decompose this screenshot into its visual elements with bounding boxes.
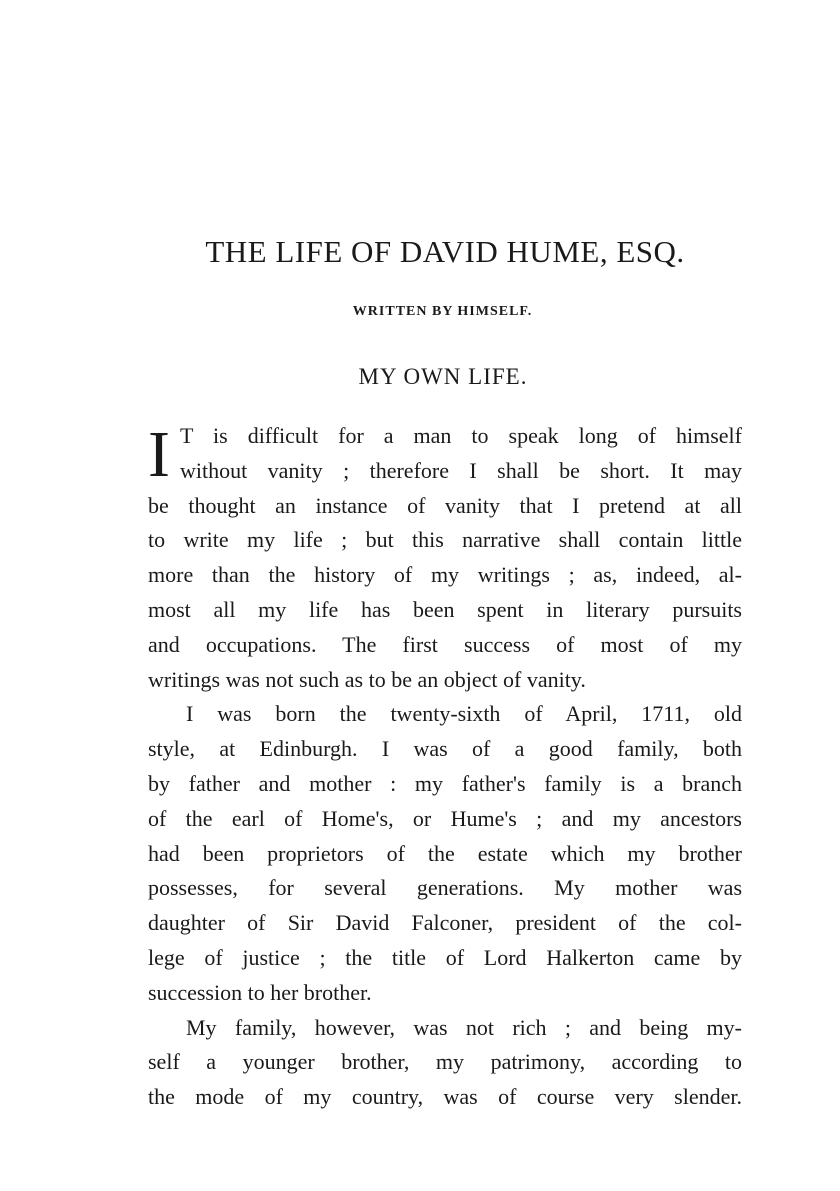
text-line: of the earl of Home's, or Hume's ; and my ancestors: [148, 805, 742, 831]
text-line: the mode of my country, was of course very slender.: [148, 1084, 742, 1110]
text-line: My family, however, was not rich ; and being my-: [186, 1014, 742, 1040]
page-subtitle: WRITTEN BY HIMSELF.: [352, 304, 533, 319]
text-line: to write my life ; but this narrative shall contain little: [148, 527, 742, 553]
body-text: [148, 419, 742, 1115]
text-line: more than the history of my writings ; as, indeed, al-: [148, 562, 742, 588]
text-line: T is difficult for a man to speak long of himself: [180, 423, 742, 448]
text-line: had been proprietors of the estate which my brother: [148, 840, 742, 866]
text-line: I was born the twenty-sixth of April, 1711, old: [186, 701, 742, 727]
text-line: most all my life has been spent in literary pursuits: [148, 596, 742, 622]
drop-cap: I: [148, 418, 170, 491]
text-line: possesses, for several generations. My mother was: [148, 875, 742, 901]
text-line: and occupations. The first success of most of my: [148, 631, 742, 657]
page-title: THE LIFE OF DAVID HUME, ESQ.: [205, 234, 685, 269]
text-line: writings was not such as to be an object of vanity.: [148, 666, 586, 692]
text-line: style, at Edinburgh. I was of a good family, both: [148, 736, 742, 762]
section-heading: MY OWN LIFE.: [358, 364, 528, 389]
text-line: by father and mother : my father's family is a branch: [148, 770, 742, 796]
text-line: daughter of Sir David Falconer, president of the col-: [148, 910, 742, 936]
text-line: succession to her brother.: [148, 979, 372, 1005]
text-line: without vanity ; therefore I shall be short. It may: [180, 457, 742, 483]
text-line: self a younger brother, my patrimony, according to: [148, 1049, 742, 1075]
text-line: be thought an instance of vanity that I pretend at all: [148, 492, 742, 518]
text-line: lege of justice ; the title of Lord Halkerton came by: [148, 944, 742, 970]
